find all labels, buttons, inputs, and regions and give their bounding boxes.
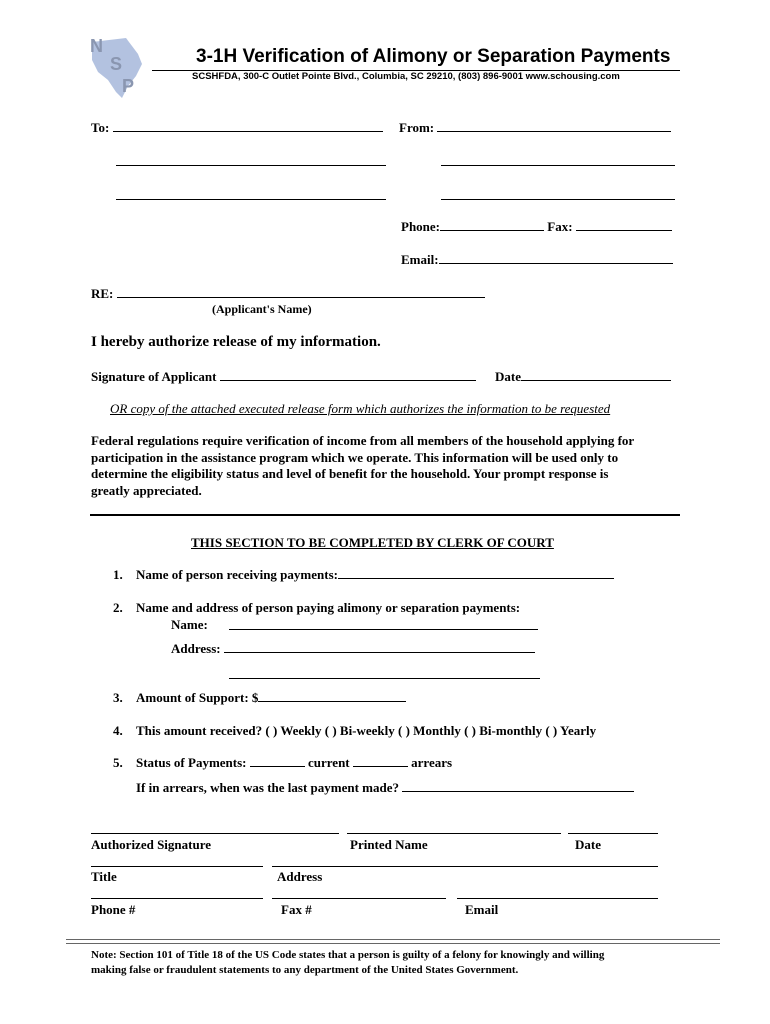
- receiving-person-label: Name of person receiving payments:: [136, 567, 338, 582]
- date-line[interactable]: [568, 833, 658, 834]
- logo-letter-n: N: [90, 36, 103, 56]
- from-line-2[interactable]: [441, 165, 675, 166]
- date-label: Date: [495, 369, 521, 384]
- release-form-note: OR copy of the attached executed release form which authorizes the information to be requested: [110, 401, 611, 416]
- email-line[interactable]: [457, 898, 658, 899]
- payer-address-line-2[interactable]: [229, 678, 540, 679]
- item-number-2: 2.: [113, 600, 123, 615]
- signature-date-label: Date: [575, 837, 601, 852]
- item-number-3: 3.: [113, 690, 123, 705]
- phone-line[interactable]: [91, 898, 263, 899]
- payer-name-line[interactable]: [229, 629, 538, 630]
- email-field[interactable]: [401, 252, 673, 268]
- agency-address: SCSHFDA, 300-C Outlet Pointe Blvd., Columbia, SC 29210, (803) 896-9001 www.schousing.com: [192, 71, 620, 82]
- item-number-1: 1.: [113, 567, 123, 582]
- fax-line[interactable]: [272, 898, 446, 899]
- support-amount-label: Amount of Support: $: [136, 690, 259, 705]
- fax-label: Fax:: [544, 219, 576, 234]
- email-address-label: Email: [465, 902, 499, 917]
- phone-fax-field[interactable]: [401, 219, 672, 235]
- paragraph-line: Federal regulations require verification of income from all members of the household applying for: [91, 433, 635, 448]
- payment-status-field[interactable]: [136, 755, 452, 771]
- phone-number-label: Phone #: [91, 902, 136, 917]
- page-title: 3-1H Verification of Alimony or Separation Payments: [196, 46, 671, 67]
- payment-frequency-options[interactable]: This amount received? ( ) Weekly ( ) Bi-weekly ( ) Monthly ( ) Bi-monthly ( ) Yearly: [136, 723, 597, 738]
- payment-status-label: Status of Payments:: [136, 755, 250, 770]
- paragraph-line: greatly appreciated.: [91, 482, 202, 498]
- authorize-statement: I hereby authorize release of my information.: [91, 334, 381, 350]
- applicant-signature-field[interactable]: [91, 369, 476, 385]
- authorized-signature-label: Authorized Signature: [91, 837, 212, 852]
- to-line-2[interactable]: [116, 165, 386, 166]
- address-line[interactable]: [272, 866, 658, 867]
- from-label: From:: [399, 120, 438, 135]
- authorized-signature-line[interactable]: [91, 833, 339, 834]
- item-number-4: 4.: [113, 723, 123, 738]
- to-line-3[interactable]: [116, 199, 386, 200]
- section-divider: [90, 514, 680, 516]
- from-line-3[interactable]: [441, 199, 675, 200]
- clerk-section-title: THIS SECTION TO BE COMPLETED BY CLERK OF COURT: [191, 535, 554, 550]
- item-number-5: 5.: [113, 755, 123, 770]
- paragraph-line: participation in the assistance program which we operate. This information will be used only to: [91, 449, 619, 465]
- current-label: current: [304, 755, 353, 770]
- legal-note-line: making false or fraudulent statements to any department of the United States Government.: [91, 964, 519, 976]
- payer-address-label: Address:: [171, 641, 224, 656]
- applicant-name-caption: (Applicant's Name): [212, 302, 312, 316]
- re-field[interactable]: [91, 286, 485, 302]
- to-field[interactable]: [91, 120, 383, 136]
- title-label: Title: [91, 869, 117, 884]
- address-label: Address: [277, 869, 323, 884]
- email-label: Email:: [401, 252, 439, 267]
- legal-note: [91, 948, 604, 978]
- payer-address-field[interactable]: [171, 641, 535, 657]
- federal-regulations-paragraph: [91, 433, 634, 499]
- logo-letter-s: S: [110, 54, 123, 74]
- paragraph-line: determine the eligibility status and level of benefit for the household. Your prompt response is: [91, 466, 609, 481]
- legal-note-line: Note: Section 101 of Title 18 of the US Code states that a person is guilty of a felony for knowingly and willing: [91, 949, 605, 961]
- arrears-label: arrears: [407, 755, 453, 770]
- receiving-person-field[interactable]: [136, 567, 614, 583]
- re-label: RE:: [91, 286, 117, 301]
- paying-person-label: Name and address of person paying alimony or separation payments:: [136, 600, 521, 615]
- printed-name-label: Printed Name: [350, 837, 428, 852]
- nsp-logo: [86, 36, 146, 102]
- signature-label: Signature of Applicant: [91, 369, 220, 384]
- last-payment-field[interactable]: [136, 780, 634, 796]
- logo-letter-p: P: [122, 76, 135, 96]
- applicant-date-field[interactable]: [495, 369, 671, 385]
- fax-number-label: Fax #: [281, 902, 312, 917]
- title-line[interactable]: [91, 866, 263, 867]
- printed-name-line[interactable]: [347, 833, 561, 834]
- footer-divider: [66, 939, 720, 944]
- last-payment-label: If in arrears, when was the last payment made?: [136, 780, 403, 795]
- payer-name-label: Name:: [171, 617, 208, 632]
- phone-label: Phone:: [401, 219, 440, 234]
- from-field[interactable]: [399, 120, 671, 136]
- to-label: To:: [91, 120, 113, 135]
- support-amount-field[interactable]: [136, 690, 406, 706]
